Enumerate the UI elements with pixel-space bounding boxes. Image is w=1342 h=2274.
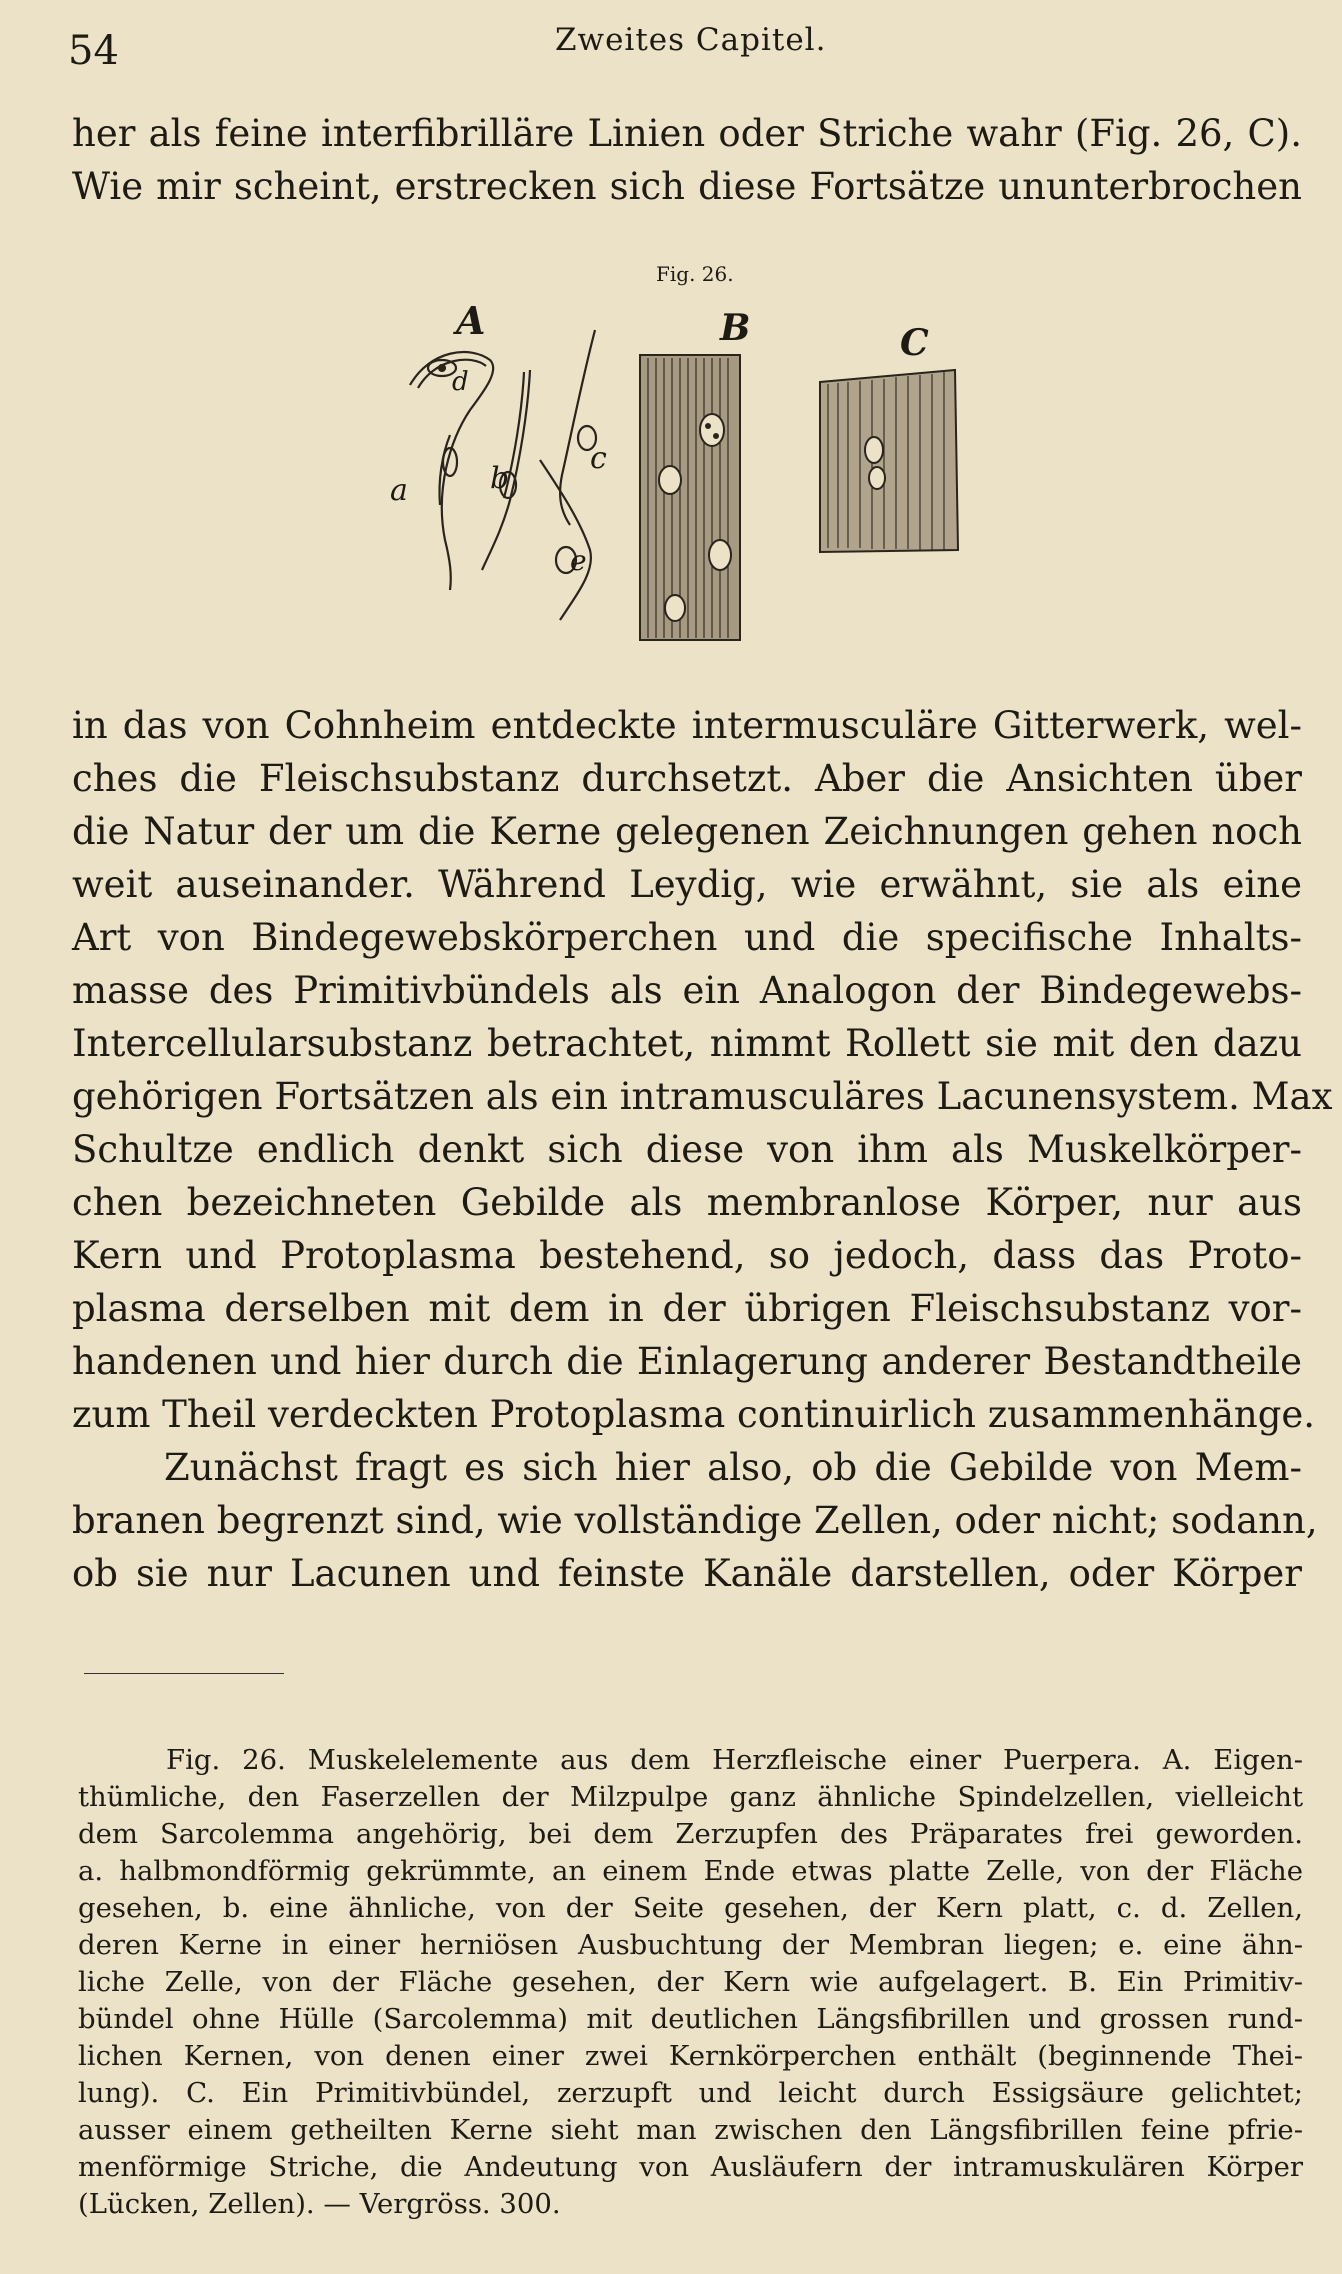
footnote-line: Fig. 26. Muskelelemente aus dem Herzfleische einer Puerpera. A. Eigen- [166,1744,1303,1776]
label-a-lower: a [390,473,408,508]
footnote-line: thümliche, den Faserzellen der Milzpulpe ganz ähnliche Spindelzellen, vielleicht [78,1781,1303,1813]
running-head: Zweites Capitel. [555,22,827,58]
text-line: handenen und hier durch die Einlagerung anderer Bestandtheile [72,1340,1302,1383]
footnote-line: lichen Kernen, von denen einer zwei Kernkörperchen enthält (beginnende Thei- [78,2040,1303,2072]
panel-c-bundle [820,370,958,552]
text-line: Kern und Protoplasma bestehend, so jedoch, dass das Proto- [72,1234,1302,1277]
footnote-line: bündel ohne Hülle (Sarcolemma) mit deutlichen Längsfibrillen und grossen rund- [78,2003,1303,2035]
text-line: Schultze endlich denkt sich diese von ihm als Muskelkörper- [72,1128,1302,1171]
figure-label: Fig. 26. [656,262,734,286]
figure-26-illustration [390,290,990,660]
text-line: branen begrenzt sind, wie vollständige Zellen, oder nicht; sodann, [72,1499,1318,1542]
label-e-lower: e [570,544,587,577]
text-line: die Natur der um die Kerne gelegenen Zeichnungen gehen noch [72,810,1302,853]
footnote-line: deren Kerne in einer herniösen Ausbuchtung der Membran liegen; e. eine ähn- [78,1929,1303,1961]
footnote-line: ausser einem getheilten Kerne sieht man zwischen den Längsfibrillen feine pfrie- [78,2114,1303,2146]
label-panel-a: A [456,298,486,343]
text-line: gehörigen Fortsätzen als ein intramusculäres Lacunensystem. Max [72,1075,1333,1118]
text-line: her als feine interfibrilläre Linien oder Striche wahr (Fig. 26, C). [72,112,1302,155]
panel-b-bundle [640,355,740,640]
text-line: ob sie nur Lacunen und feinste Kanäle darstellen, oder Körper [72,1552,1302,1595]
text-line: Intercellularsubstanz betrachtet, nimmt Rollett sie mit den dazu [72,1022,1302,1065]
text-line: weit auseinander. Während Leydig, wie erwähnt, sie als eine [72,863,1302,906]
footnote-rule [84,1673,284,1674]
footnote-line: (Lücken, Zellen). — Vergröss. 300. [78,2188,561,2220]
label-panel-c: C [900,322,929,364]
text-line: masse des Primitivbündels als ein Analogon der Bindegewebs- [72,969,1302,1012]
footnote-line: menförmige Striche, die Andeutung von Ausläufern der intramuskulären Körper [78,2151,1303,2183]
paragraph-top [72,108,1302,214]
paragraph-main [72,700,1333,1601]
text-line: Zunächst fragt es sich hier also, ob die Gebilde von Mem- [164,1446,1302,1489]
label-c-lower: c [590,441,607,476]
footnote-line: a. halbmondförmig gekrümmte, an einem Ende etwas platte Zelle, von der Fläche [78,1855,1303,1887]
figure-footnote [78,1742,1303,2223]
label-panel-b: B [720,307,751,349]
footnote-line: lung). C. Ein Primitivbündel, zerzupft und leicht durch Essigsäure gelichtet; [78,2077,1303,2109]
footnote-line: gesehen, b. eine ähnliche, von der Seite gesehen, der Kern platt, c. d. Zellen, [78,1892,1303,1924]
text-line: Art von Bindegewebskörperchen und die specifische Inhalts- [72,916,1302,959]
label-b-lower: b [490,461,510,496]
footnote-line: dem Sarcolemma angehörig, bei dem Zerzupfen des Präparates frei geworden. [78,1818,1303,1850]
text-line: ches die Fleischsubstanz durchsetzt. Aber die Ansichten über [72,757,1302,800]
footnote-line: liche Zelle, von der Fläche gesehen, der Kern wie aufgelagert. B. Ein Primitiv- [78,1966,1303,1998]
text-line: chen bezeichneten Gebilde als membranlose Körper, nur aus [72,1181,1302,1224]
text-line: Wie mir scheint, erstrecken sich diese Fortsätze ununterbrochen [72,165,1302,208]
label-d-lower: d [452,367,469,397]
page-number: 54 [68,28,119,74]
text-line: in das von Cohnheim entdeckte intermusculäre Gitterwerk, wel- [72,704,1302,747]
text-line: zum Theil verdeckten Protoplasma continuirlich zusammenhänge. [72,1393,1316,1436]
text-line: plasma derselben mit dem in der übrigen Fleischsubstanz vor- [72,1287,1302,1330]
